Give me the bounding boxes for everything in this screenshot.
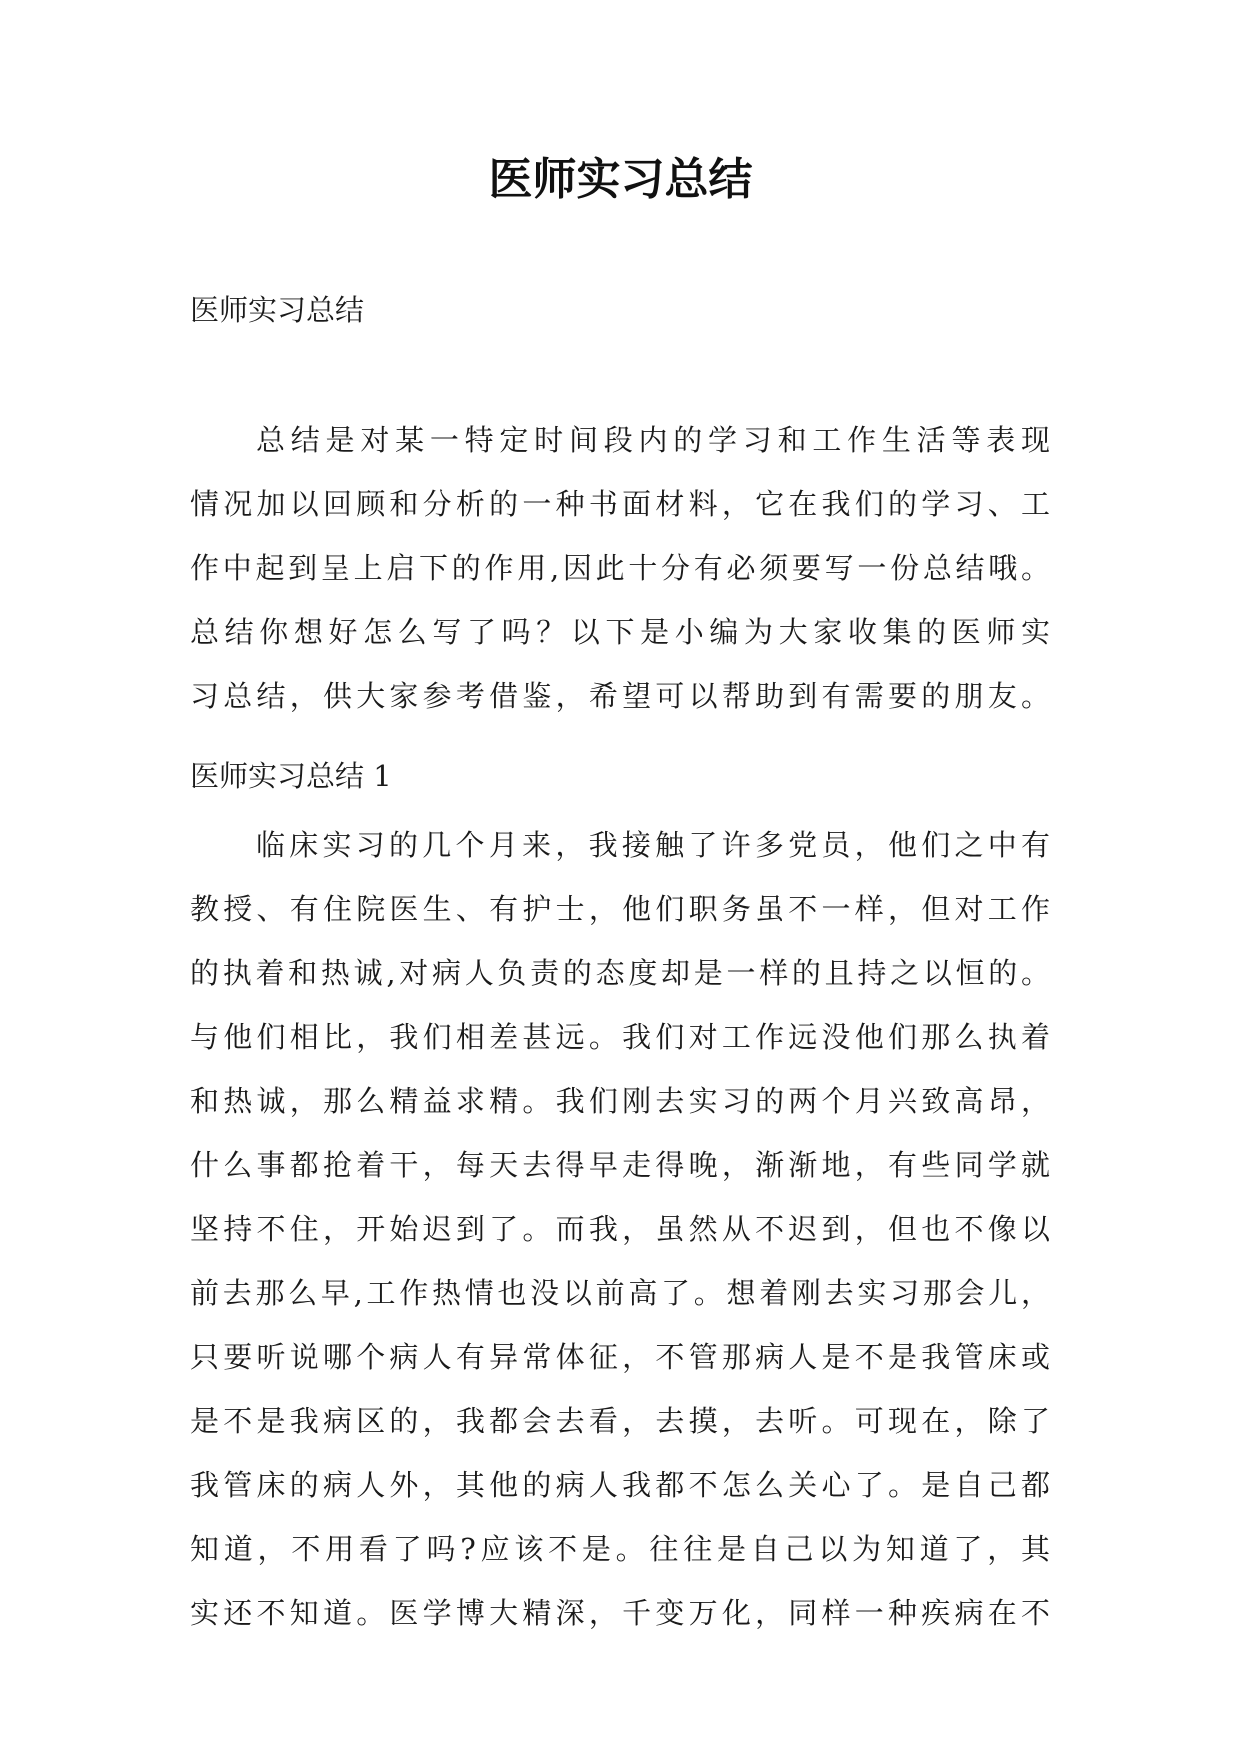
- body-line: 临床实习的几个月来，我接触了许多党员，他们之中有: [256, 828, 1050, 862]
- body-line: 实还不知道。医学博大精深，千变万化，同样一种疾病在不: [190, 1596, 1050, 1630]
- body-line: 和热诚，那么精益求精。我们刚去实习的两个月兴致高昂，: [190, 1084, 1050, 1118]
- document-title: 医师实习总结: [488, 154, 753, 205]
- intro-line: 总结你想好怎么写了吗？以下是小编为大家收集的医师实: [190, 615, 1050, 649]
- body-line: 是不是我病区的，我都会去看，去摸，去听。可现在，除了: [190, 1404, 1050, 1438]
- section-heading: 医师实习总结 1: [190, 759, 392, 793]
- intro-line: 作中起到呈上启下的作用,因此十分有必须要写一份总结哦。: [190, 551, 1050, 585]
- body-line: 只要听说哪个病人有异常体征，不管那病人是不是我管床或: [190, 1340, 1050, 1374]
- intro-line: 习总结，供大家参考借鉴，希望可以帮助到有需要的朋友。: [190, 679, 1050, 713]
- intro-paragraph: [190, 408, 1050, 728]
- intro-line: 情况加以回顾和分析的一种书面材料，它在我们的学习、工: [190, 487, 1050, 521]
- body-line: 知道，不用看了吗?应该不是。往往是自己以为知道了，其: [190, 1532, 1050, 1566]
- body-line: 坚持不住，开始迟到了。而我，虽然从不迟到，但也不像以: [190, 1212, 1050, 1246]
- body-line: 与他们相比，我们相差甚远。我们对工作远没他们那么执着: [190, 1020, 1050, 1054]
- body-line: 的执着和热诚,对病人负责的态度却是一样的且持之以恒的。: [190, 956, 1050, 990]
- body-line: 我管床的病人外，其他的病人我都不怎么关心了。是自己都: [190, 1468, 1050, 1502]
- document-subtitle: 医师实习总结: [190, 293, 365, 327]
- intro-line: 总结是对某一特定时间段内的学习和工作生活等表现: [256, 423, 1050, 457]
- body-line: 什么事都抢着干，每天去得早走得晚，渐渐地，有些同学就: [190, 1148, 1050, 1182]
- body-paragraph: [190, 813, 1050, 1645]
- body-line: 前去那么早,工作热情也没以前高了。想着刚去实习那会儿，: [190, 1276, 1050, 1310]
- body-line: 教授、有住院医生、有护士，他们职务虽不一样，但对工作: [190, 892, 1050, 926]
